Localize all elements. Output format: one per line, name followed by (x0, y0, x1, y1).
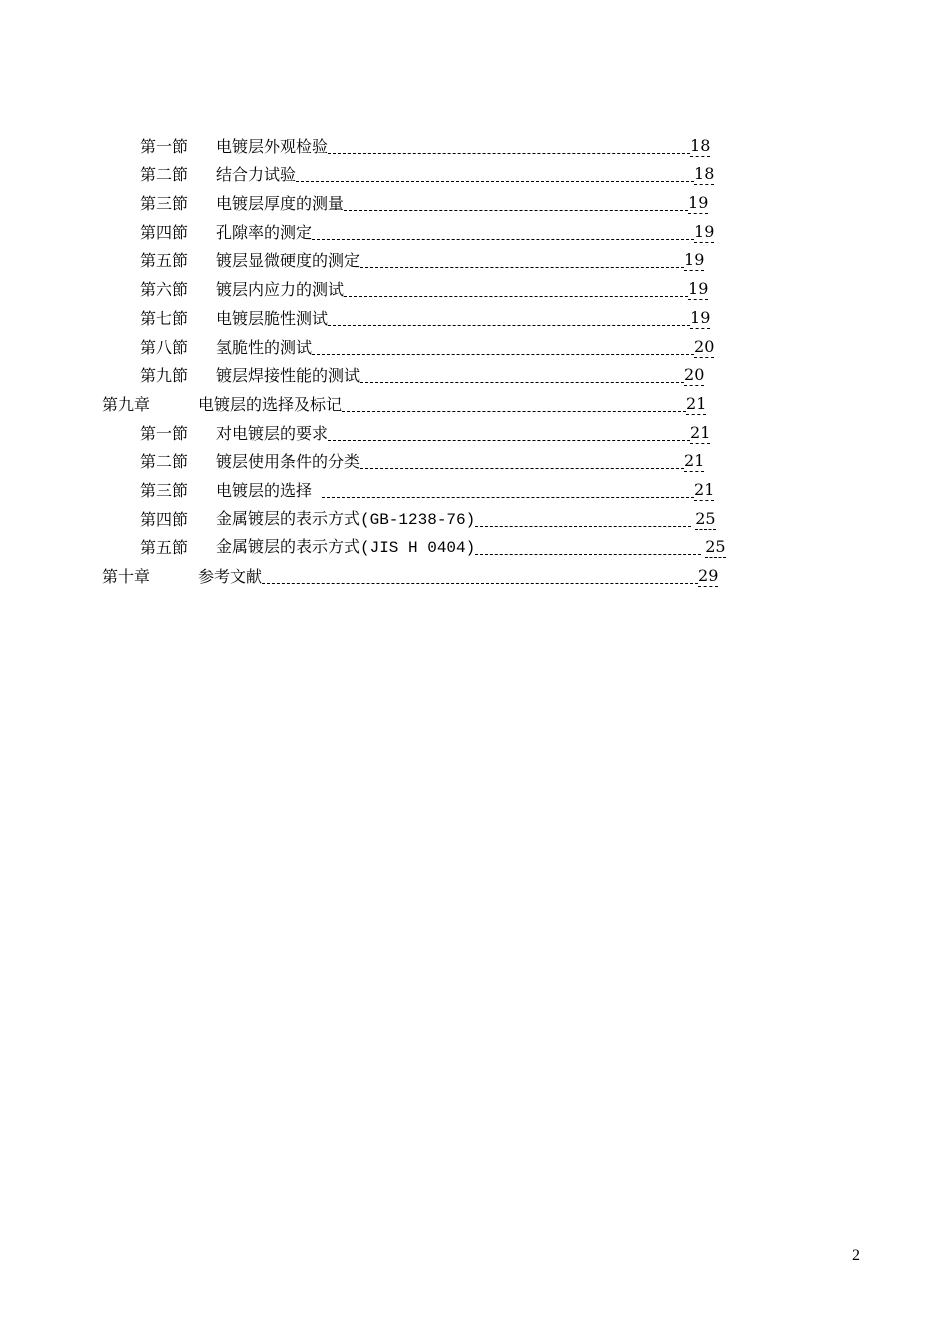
toc-entry-number: 第五節 (140, 538, 189, 558)
toc-entry-page: 19 (684, 250, 705, 270)
toc-entry-title: 对电镀层的要求 (216, 423, 329, 443)
toc-entry[interactable] (0, 415, 950, 444)
toc-entry-title: 电镀层的选择及标记 (198, 394, 343, 414)
toc-entry-page: 25 (705, 537, 726, 557)
toc-entry-number: 第三節 (140, 480, 189, 500)
toc-entry-page: 29 (698, 566, 719, 585)
toc-entry[interactable] (0, 444, 950, 473)
toc-entry[interactable] (0, 157, 950, 186)
toc-entry[interactable] (0, 214, 950, 243)
toc-entry-number: 第四節 (140, 509, 189, 529)
toc-entry-page: 21 (684, 451, 705, 471)
toc-leader (328, 440, 690, 441)
toc-entry[interactable] (0, 530, 950, 559)
toc-entry-title: 镀层内应力的测试 (216, 280, 345, 300)
toc-entry-number: 第九章 (102, 394, 151, 414)
toc-entry-page: 20 (684, 365, 705, 385)
toc-entry-number: 第八節 (140, 337, 189, 357)
toc-entry-title: 金属镀层的表示方式(GB-1238-76) (216, 510, 476, 529)
toc-entry-title: 电镀层厚度的测量 (216, 194, 345, 214)
toc-leader (328, 325, 690, 326)
toc-entry[interactable] (0, 329, 950, 358)
toc-entry-title: 镀层使用条件的分类 (216, 452, 361, 472)
toc-leader (360, 468, 684, 469)
toc-entry-number: 第三節 (140, 194, 189, 214)
toc-leader (312, 239, 694, 240)
toc-entry-page: 19 (688, 279, 709, 299)
toc-entry-number: 第六節 (140, 280, 189, 300)
toc-entry-page: 19 (690, 307, 711, 327)
toc-entry-page: 18 (690, 135, 711, 155)
toc-entry-number: 第二節 (140, 165, 189, 185)
toc-entry-number: 第二節 (140, 452, 189, 472)
toc-leader (296, 181, 694, 182)
toc-leader (344, 210, 688, 211)
toc-entry-title: 金属镀层的表示方式(JIS H 0404) (216, 539, 476, 558)
toc-entry-title: 孔隙率的测定 (216, 222, 313, 242)
toc-entry-page: 21 (694, 479, 715, 499)
toc-entry[interactable] (0, 358, 950, 387)
toc-leader (475, 554, 701, 555)
toc-entry[interactable] (0, 271, 950, 300)
toc-leader (344, 296, 688, 297)
toc-entry[interactable] (0, 185, 950, 214)
toc-entry-page: 25 (695, 508, 716, 528)
toc-entry[interactable] (0, 243, 950, 272)
toc-entry-title: 电镀层的选择 (216, 480, 313, 500)
toc-entry-title: 结合力试验 (216, 165, 297, 185)
toc-leader (342, 411, 686, 412)
toc-leader (360, 267, 684, 268)
toc-entry-title: 氢脆性的测试 (216, 337, 313, 357)
toc-leader (312, 354, 694, 355)
toc-entry-title: 电镀层脆性测试 (216, 308, 329, 328)
toc-entry-page: 19 (688, 193, 709, 213)
toc-entry[interactable] (0, 300, 950, 329)
toc-entry-page: 21 (686, 393, 707, 413)
toc-leader (328, 153, 690, 154)
toc-chapter-entry[interactable] (0, 558, 950, 587)
toc-entry-page: 21 (690, 422, 711, 442)
toc-entry-number: 第五節 (140, 251, 189, 271)
toc-entry-title: 镀层显微硬度的测定 (216, 251, 361, 271)
toc-entry-title: 电镀层外观检验 (216, 136, 329, 156)
toc-entry-number: 第一節 (140, 136, 189, 156)
toc-leader (360, 382, 684, 383)
toc-entry-title: 参考文献 (198, 567, 263, 586)
toc-entry-number: 第十章 (102, 567, 151, 586)
page-number: 2 (852, 1247, 860, 1264)
toc-leader (322, 497, 694, 498)
toc-entry[interactable] (0, 472, 950, 501)
toc-entry-number: 第四節 (140, 222, 189, 242)
toc-entry-title: 镀层焊接性能的测试 (216, 366, 361, 386)
toc-entry[interactable] (0, 128, 950, 157)
toc-entry-number: 第七節 (140, 308, 189, 328)
toc-entry-number: 第九節 (140, 366, 189, 386)
toc-entry[interactable] (0, 501, 950, 530)
table-of-contents (0, 128, 950, 587)
toc-entry-page: 19 (694, 221, 715, 241)
toc-chapter-entry[interactable] (0, 386, 950, 415)
toc-entry-page: 20 (694, 336, 715, 356)
toc-entry-number: 第一節 (140, 423, 189, 443)
toc-leader (262, 583, 698, 584)
toc-leader (475, 526, 691, 527)
toc-entry-page: 18 (694, 164, 715, 184)
